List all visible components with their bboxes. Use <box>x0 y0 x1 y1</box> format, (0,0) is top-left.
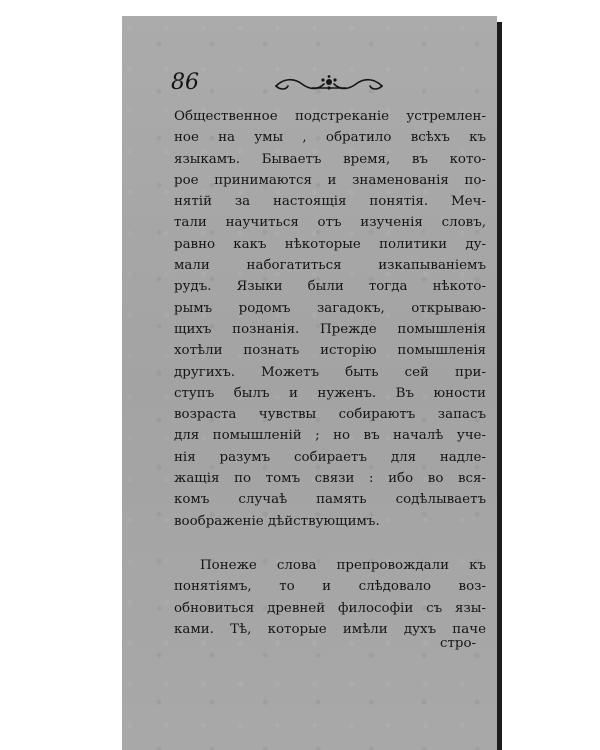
text-line: понятіямъ, то и слѣдовало воз- <box>174 579 486 595</box>
text-line: хотѣли познать исторію помышленія <box>174 343 486 359</box>
paragraph-1 <box>174 106 486 532</box>
text-line: щихъ познанія. Прежде помышленія <box>174 321 486 337</box>
scan-background-right <box>502 0 600 750</box>
text-line: тали научиться отъ изученія словъ, <box>174 215 486 231</box>
text-line: возраста чувствы собираютъ запасъ <box>174 407 486 423</box>
text-line: равно какъ нѣкоторые политики ду- <box>174 236 486 252</box>
text-line: жащія по томъ связи : ибо во вся- <box>174 471 486 487</box>
text-line: рое принимаются и знаменованія по- <box>174 172 486 188</box>
text-line: ное на умы , обратило всѣхъ къ <box>174 130 486 146</box>
text-line: языкамъ. Бываетъ время, въ кото- <box>174 151 486 167</box>
text-line: воображеніе дѣйствующимъ. <box>174 513 380 529</box>
text-line: Общественное подстреканіе устремлен- <box>174 109 486 124</box>
ornament-icon <box>272 74 386 94</box>
text-line: ками. Тѣ, которые имѣли духъ паче <box>174 621 486 637</box>
body-text <box>174 106 486 640</box>
text-line: другихъ. Можетъ быть сей при- <box>174 364 486 380</box>
scan-background-left <box>0 0 122 750</box>
text-line: для помышленій ; но въ началѣ уче- <box>174 428 486 444</box>
text-line: нія разумъ собираетъ для надле- <box>174 449 486 465</box>
page-number: 86 <box>171 70 199 95</box>
text-line: комъ случаѣ память содѣлываетъ <box>174 492 486 508</box>
text-line: ступъ былъ и нуженъ. Въ юности <box>174 385 486 401</box>
text-line: мали набогатиться изкапываніемъ <box>174 258 486 274</box>
paragraph-2 <box>174 555 486 640</box>
text-line: рудъ. Языки были тогда нѣкото- <box>174 279 486 295</box>
text-line: Понеже слова препровождали къ <box>200 557 486 573</box>
catchword: стро- <box>440 636 477 651</box>
text-line: обновиться древней философіи съ язы- <box>174 600 486 616</box>
text-line: нятій за настоящія понятія. Меч- <box>174 194 486 210</box>
text-line: рымъ родомъ загадокъ, открываю- <box>174 300 486 316</box>
